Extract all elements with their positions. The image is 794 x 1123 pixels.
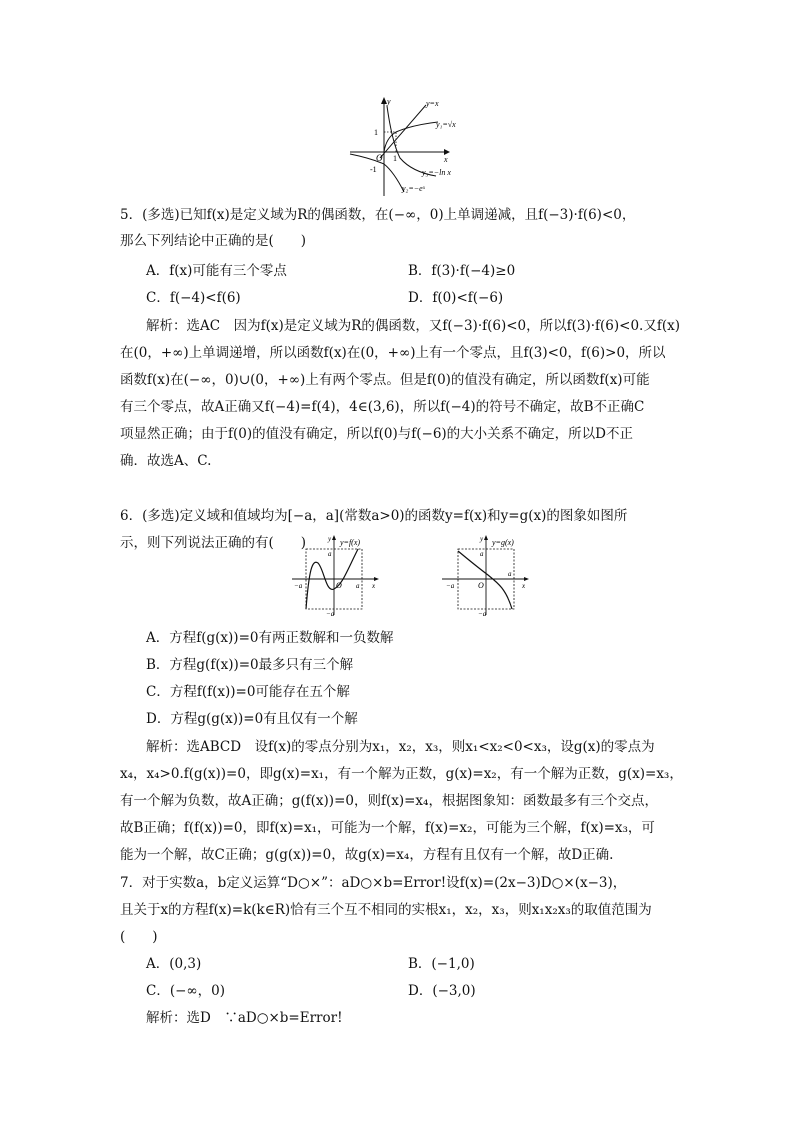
g-label-neg-a-bottom: −a [478, 610, 487, 617]
graph-f [290, 533, 380, 617]
x-axis-arrow [524, 577, 529, 581]
q5-stem-line1: 5．(多选)已知f(x)是定义域为R的偶函数，在(−∞，0)上单调递减，且f(−3)·f(6)<0， [120, 207, 636, 223]
f-label-neg-a-bottom: −a [326, 610, 335, 617]
f-label-o: O [336, 581, 342, 590]
q5-analysis-line: 有三个零点，故A正确又f(−4)=f(4)，4∈(3,6)，所以f(−4)的符号不确定，故B不正确C [120, 399, 645, 415]
label-one-x: 1 [393, 154, 397, 163]
q6-stem-line2: 示，则下列说法正确的有( ) [120, 535, 307, 551]
q6-analysis-line: 故B正确；f(f(x))=0，即f(x)=x₁，可能为一个解，f(x)=x₂，可能为三个解，f(x)=x₃，可 [120, 820, 655, 836]
q7-option-a: A．(0,3) [146, 956, 202, 972]
f-label-a-right: a [356, 582, 360, 590]
q7-option-d: D．(−3,0) [408, 983, 476, 999]
q5-analysis-line: 确．故选A、C. [120, 453, 212, 469]
f-label-x: x [372, 582, 376, 590]
q6-analysis-line: 有一个解为负数，故A正确；g(f(x))=0，则f(x)=x₄，根据图象知：函数最多有三个交点， [120, 793, 658, 809]
label-sqrt: y₁=√x [436, 120, 456, 129]
q5-analysis-line: 在(0，+∞)上单调递增，所以函数f(x)在(0，+∞)上有一个零点，且f(3)<0，f(6)>0，所以 [120, 345, 666, 361]
y-axis-arrow [332, 535, 336, 540]
curve-g [458, 551, 512, 609]
f-label-y: y [328, 535, 332, 543]
label-neg-ln: y₃=−ln x [422, 168, 451, 177]
curve-y-equals-x [380, 105, 426, 158]
f-label-title: y=f(x) [340, 538, 361, 547]
q6-option-d: D．方程g(g(x))=0有且仅有一个解 [146, 711, 358, 727]
q7-option-b: B．(−1,0) [408, 956, 475, 972]
label-neg-one: -1 [370, 165, 377, 174]
q5-option-a: A．f(x)可能有三个零点 [146, 263, 287, 279]
q5-option-c: C．f(−4)<f(6) [146, 290, 241, 306]
q7-stem-line1: 7．对于实数a，b定义运算“D○×”：aD○×b=Error!设f(x)=(2x−3)D○×(x−3)， [120, 875, 627, 891]
q6-analysis-line: 能为一个解，故C正确；g(g(x))=0，故g(x)=x₄，方程有且仅有一个解，故D正确. [120, 847, 614, 863]
g-label-o: O [478, 581, 484, 590]
g-label-y: y [480, 535, 484, 543]
q5-analysis-line: 项显然正确；由于f(0)的值没有确定，所以f(0)与f(−6)的大小关系不确定，所以D不正 [120, 426, 633, 442]
q5-stem-line2: 那么下列结论中正确的是( ) [120, 233, 307, 249]
g-label-title: y=g(x) [492, 538, 514, 547]
q6-analysis-line: 解析：选ABCD 设f(x)的零点分别为x₁，x₂，x₃，则x₁<x₂<0<x₃，设g(x)的零点为 [146, 739, 655, 755]
f-label-a-top: a [328, 550, 332, 558]
curve-sqrt-x [384, 122, 438, 152]
q5-option-d: D．f(0)<f(−6) [408, 290, 504, 306]
label-x: x [444, 155, 448, 164]
q6-analysis-line: x₄，x₄>0.f(g(x))=0，即g(x)=x₁，有一个解为正数，g(x)=x₂，有一个解为正数，g(x)=x₃， [120, 766, 683, 782]
graph-g [440, 533, 530, 617]
label-y: y [387, 97, 391, 106]
label-neg-exp: y₂=−eˣ [402, 184, 425, 193]
g-label-x: x [522, 582, 526, 590]
q6-option-c: C．方程f(f(x))=0可能存在五个解 [146, 684, 350, 700]
label-one-y: 1 [374, 128, 378, 137]
q6-option-b: B．方程g(f(x))=0最多只有三个解 [146, 657, 354, 673]
q7-option-c: C．(−∞，0) [146, 983, 226, 999]
q7-analysis-line: 解析：选D ∵aD○×b=Error! [146, 1010, 343, 1026]
label-y-equals-x: y=x [426, 99, 439, 108]
q5-option-b: B．f(3)·f(−4)≥0 [408, 263, 516, 279]
q7-stem-line2: 且关于x的方程f(x)=k(k∈R)恰有三个互不相同的实根x₁，x₂，x₃，则x₁x₂x₃的取值范围为 [120, 902, 652, 918]
f-label-neg-a-left: −a [294, 582, 303, 590]
q5-analysis-line: 函数f(x)在(−∞，0)∪(0，+∞)上有两个零点。但是f(0)的值没有确定，所以函数f(x)可能 [120, 372, 650, 388]
g-label-a-top: a [480, 550, 484, 558]
label-origin: O [376, 153, 383, 163]
q5-analysis-line: 解析：选AC 因为f(x)是定义域为R的偶函数，又f(−3)·f(6)<0，所以f(3)·f(6)<0.又f(x) [146, 318, 680, 334]
q6-option-a: A．方程f(g(x))=0有两正数解和一负数解 [146, 630, 394, 646]
x-axis-arrow [374, 577, 379, 581]
q6-stem-line1: 6．(多选)定义域和值域均为[−a，a](常数a>0)的函数y=f(x)和y=g(x)的图象如图所 [120, 508, 628, 524]
y-axis-arrow [484, 535, 488, 540]
g-label-a-right: a [508, 570, 512, 578]
figure-function-curves [340, 92, 480, 200]
q7-stem-line3: ( ) [120, 929, 158, 945]
g-label-neg-a-left: −a [446, 582, 455, 590]
